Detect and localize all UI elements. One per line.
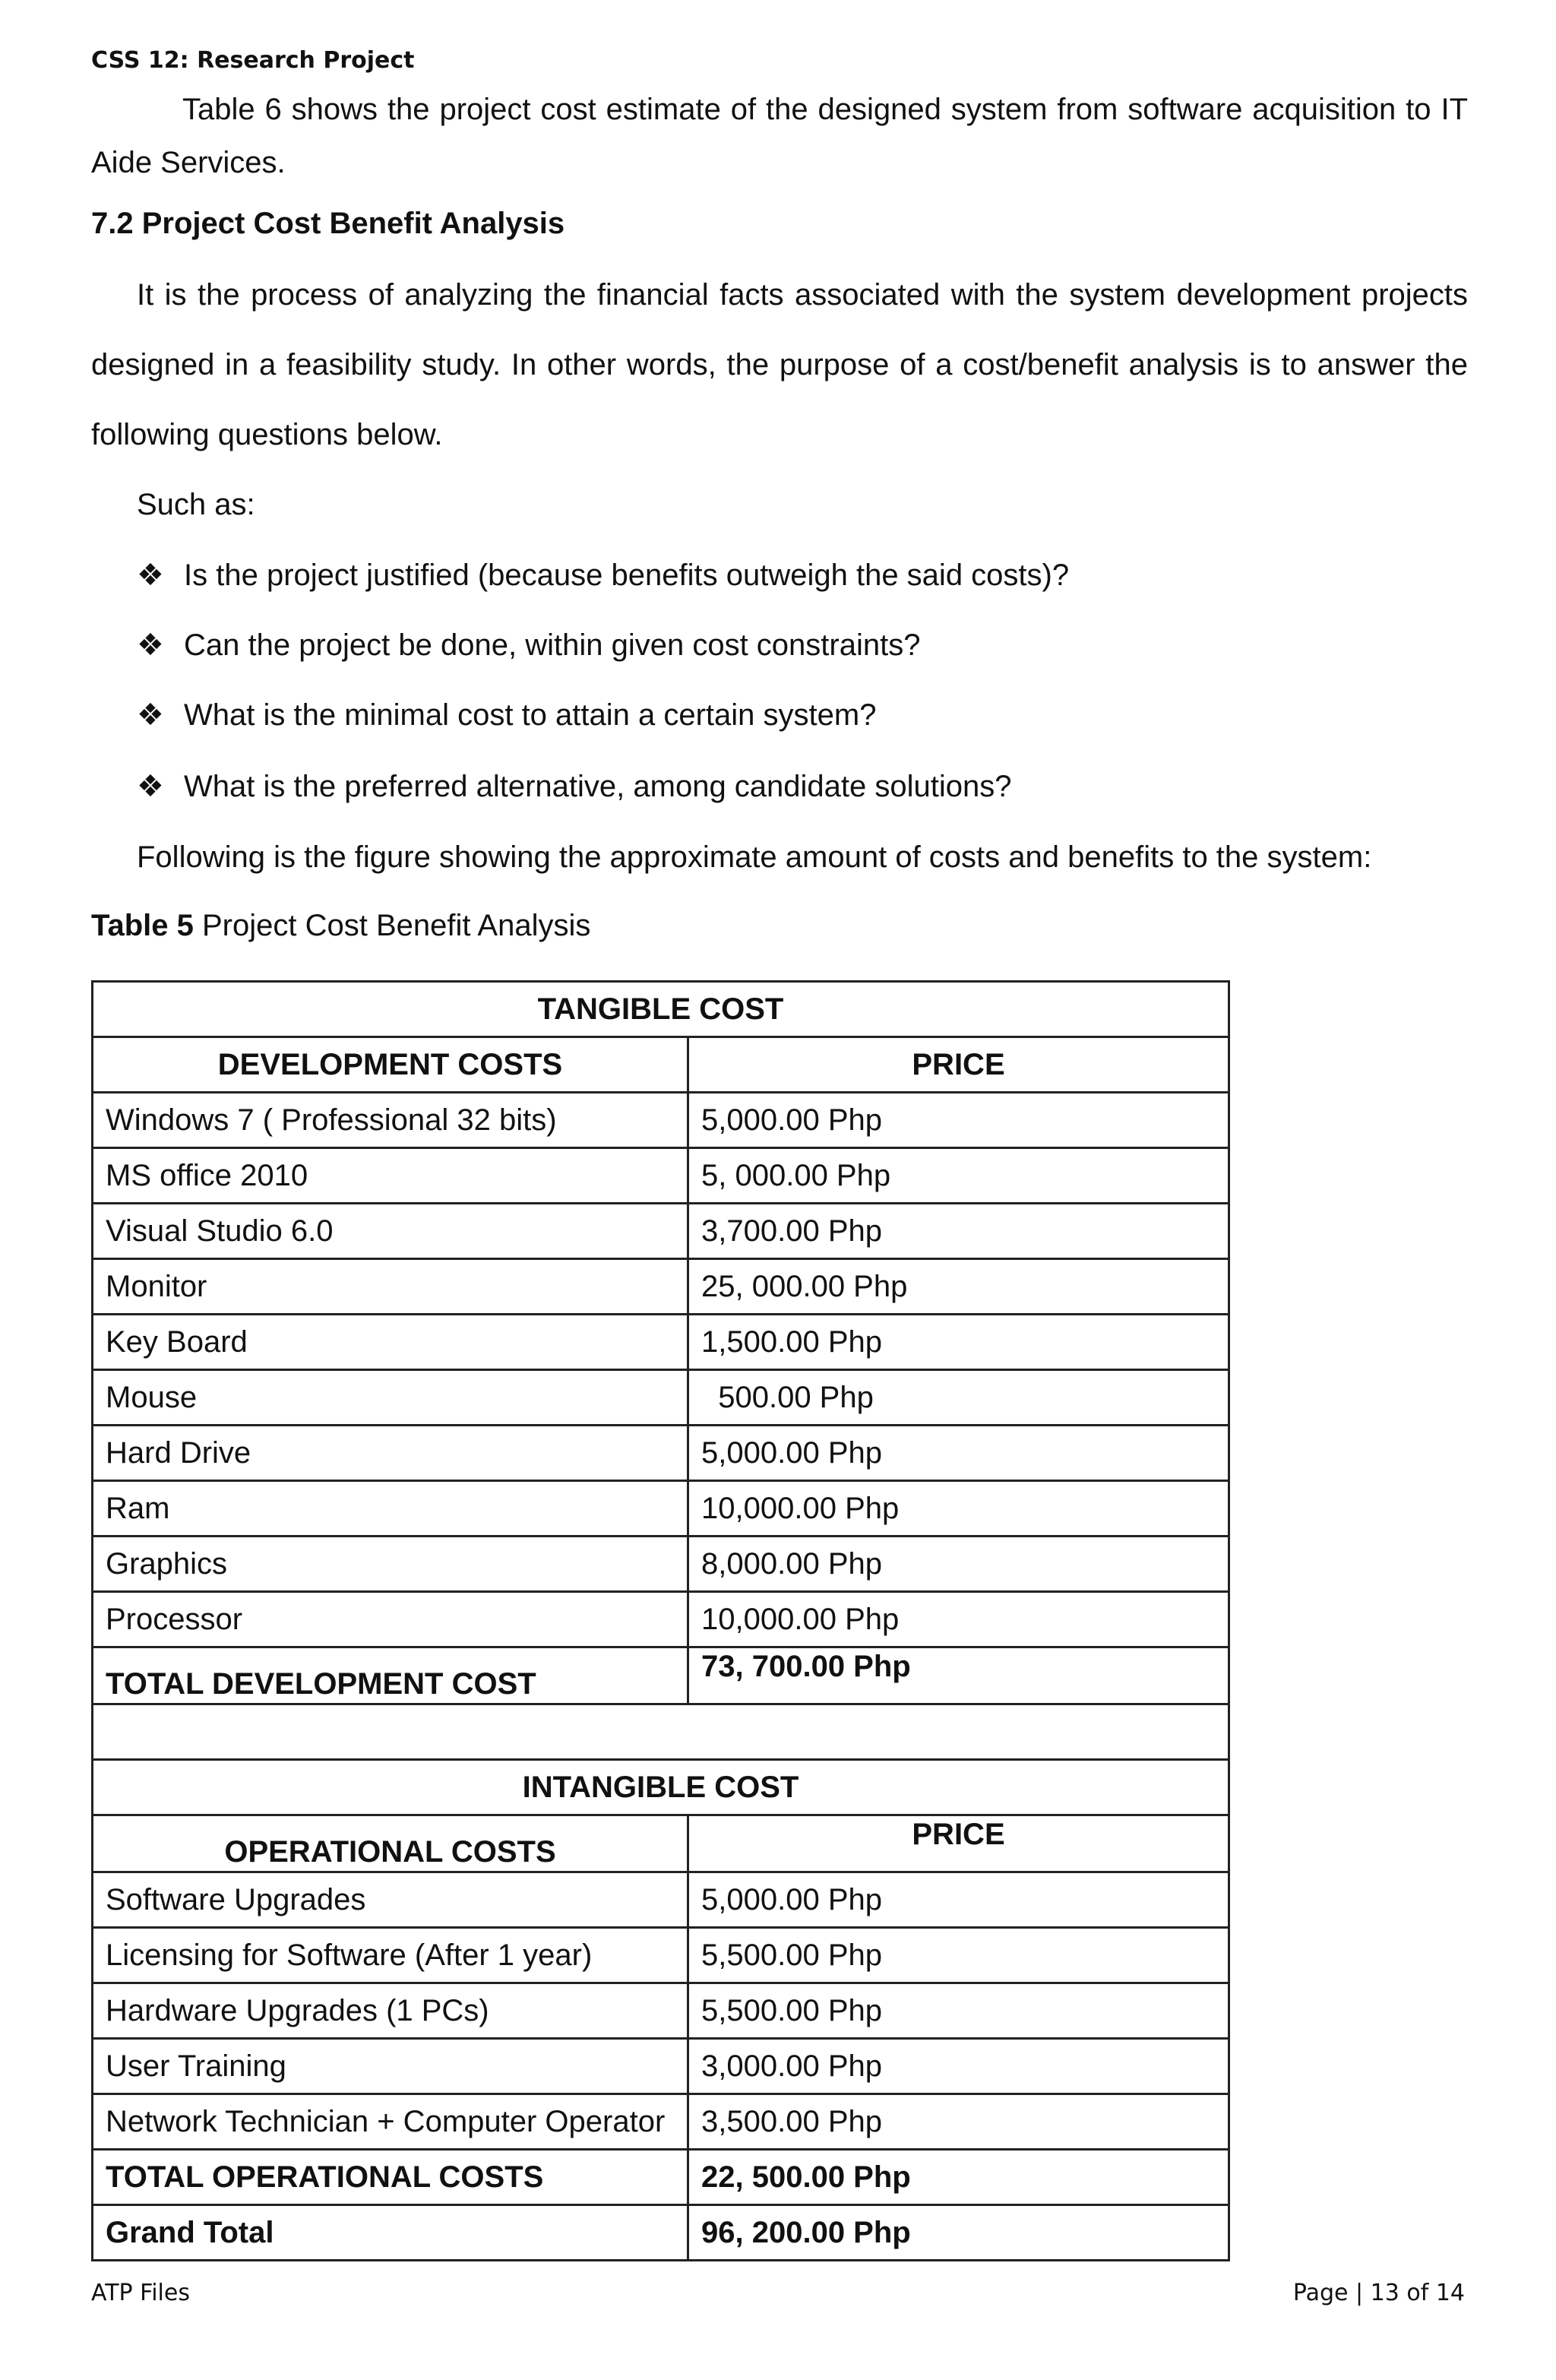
cost-price: 5,000.00 Php [688,1426,1229,1481]
grand-total-value: 96, 200.00 Php [688,2205,1229,2261]
operational-price-header: PRICE [688,1815,1229,1872]
bullet-text: What is the preferred alternative, among candidate solutions? [184,770,1012,803]
cost-item: Licensing for Software (After 1 year) [93,1928,688,1983]
table-caption [91,907,1468,944]
cost-price: 1,500.00 Php [688,1315,1229,1370]
cost-item: Graphics [93,1537,688,1592]
diamond-bullet-icon: ❖ [137,628,164,662]
table-row [93,1037,1229,1093]
cost-benefit-table [91,980,1230,2261]
cost-price: 5,000.00 Php [688,1093,1229,1148]
diamond-bullet-icon: ❖ [137,559,164,592]
page-header-course: CSS 12: Research Project [91,47,415,74]
cost-item: Processor [93,1592,688,1647]
bullet-item [137,769,1012,804]
bullet-item [137,558,1069,593]
diamond-bullet-icon: ❖ [137,698,164,732]
grand-total-label: Grand Total [93,2205,688,2261]
bullet-item [137,698,876,733]
tangible-cost-title: TANGIBLE COST [93,982,1229,1037]
paragraph-line-1: It is the process of analyzing the financial facts associated with the system development projects [137,278,1468,312]
paragraph-line-2: designed in a feasibility study. In other words, the purpose of a cost/benefit analysis is to answer the [91,348,1468,381]
cost-price: 3,700.00 Php [688,1204,1229,1259]
cost-item: User Training [93,2039,688,2094]
table-row [93,1760,1229,1815]
bullet-text: Can the project be done, within given cost constraints? [184,628,921,662]
footer-page-number: Page | 13 of 14 [1292,2280,1465,2306]
total-development-cost-label: TOTAL DEVELOPMENT COST [93,1647,688,1704]
cost-item: MS office 2010 [93,1148,688,1204]
table-row [93,2150,1229,2205]
intro-line-2: Aide Services. [91,146,286,179]
table-row [93,1647,1229,1704]
table-row [93,1704,1229,1760]
cost-item: Hardware Upgrades (1 PCs) [93,1983,688,2039]
following-text: Following is the figure showing the approximate amount of costs and benefits to the system: [137,840,1372,874]
table-row [93,1872,1229,1928]
table-row [93,1983,1229,2039]
table-row [93,1481,1229,1537]
price-header: PRICE [688,1037,1229,1093]
cost-price: 25, 000.00 Php [688,1259,1229,1315]
cost-price: 3,500.00 Php [688,2094,1229,2150]
intangible-cost-title: INTANGIBLE COST [93,1760,1229,1815]
table-row [93,1204,1229,1259]
total-operational-costs-label: TOTAL OPERATIONAL COSTS [93,2150,688,2205]
cost-item: Monitor [93,1259,688,1315]
bullet-text: What is the minimal cost to attain a certain system? [184,698,877,732]
intro-line-1: Table 6 shows the project cost estimate of the designed system from software acquisition to IT [182,93,1468,126]
cost-price: 10,000.00 Php [688,1481,1229,1537]
table-row [93,2094,1229,2150]
table-row [93,1815,1229,1872]
cost-price: 8,000.00 Php [688,1537,1229,1592]
footer-left: ATP Files [91,2280,190,2306]
cost-item: Software Upgrades [93,1872,688,1928]
bullet-text: Is the project justified (because benefits outweigh the said costs)? [184,559,1070,592]
section-heading: 7.2 Project Cost Benefit Analysis [91,207,565,240]
paragraph-line-3: following questions below. [91,418,443,451]
table-row [93,1148,1229,1204]
bullet-item [137,628,920,663]
cost-price: 500.00 Php [688,1370,1229,1426]
cost-price: 5,000.00 Php [688,1872,1229,1928]
cost-price: 5,500.00 Php [688,1928,1229,1983]
table-row [93,1426,1229,1481]
cost-item: Mouse [93,1370,688,1426]
cost-item: Hard Drive [93,1426,688,1481]
development-costs-header: DEVELOPMENT COSTS [93,1037,688,1093]
table-row [93,1537,1229,1592]
table-row [93,1093,1229,1148]
operational-costs-header: OPERATIONAL COSTS [93,1815,688,1872]
table-caption-title: Project Cost Benefit Analysis [193,909,591,942]
empty-row [93,1704,1229,1760]
total-development-cost-value: 73, 700.00 Php [688,1647,1229,1704]
total-operational-costs-value: 22, 500.00 Php [688,2150,1229,2205]
cost-price: 10,000.00 Php [688,1592,1229,1647]
cost-item: Windows 7 ( Professional 32 bits) [93,1093,688,1148]
table-row [93,1928,1229,1983]
table-row [93,2039,1229,2094]
table-row [93,1315,1229,1370]
cost-price: 3,000.00 Php [688,2039,1229,2094]
cost-price: 5,500.00 Php [688,1983,1229,2039]
table-row [93,1592,1229,1647]
such-as-label: Such as: [137,488,255,521]
cost-item: Key Board [93,1315,688,1370]
cost-item: Ram [93,1481,688,1537]
cost-item: Visual Studio 6.0 [93,1204,688,1259]
table-row [93,1259,1229,1315]
table-caption-label: Table 5 [91,909,194,942]
table-row [93,1370,1229,1426]
table-row [93,982,1229,1037]
diamond-bullet-icon: ❖ [137,770,164,803]
cost-price: 5, 000.00 Php [688,1148,1229,1204]
cost-item: Network Technician + Computer Operator [93,2094,688,2150]
table-row [93,2205,1229,2261]
